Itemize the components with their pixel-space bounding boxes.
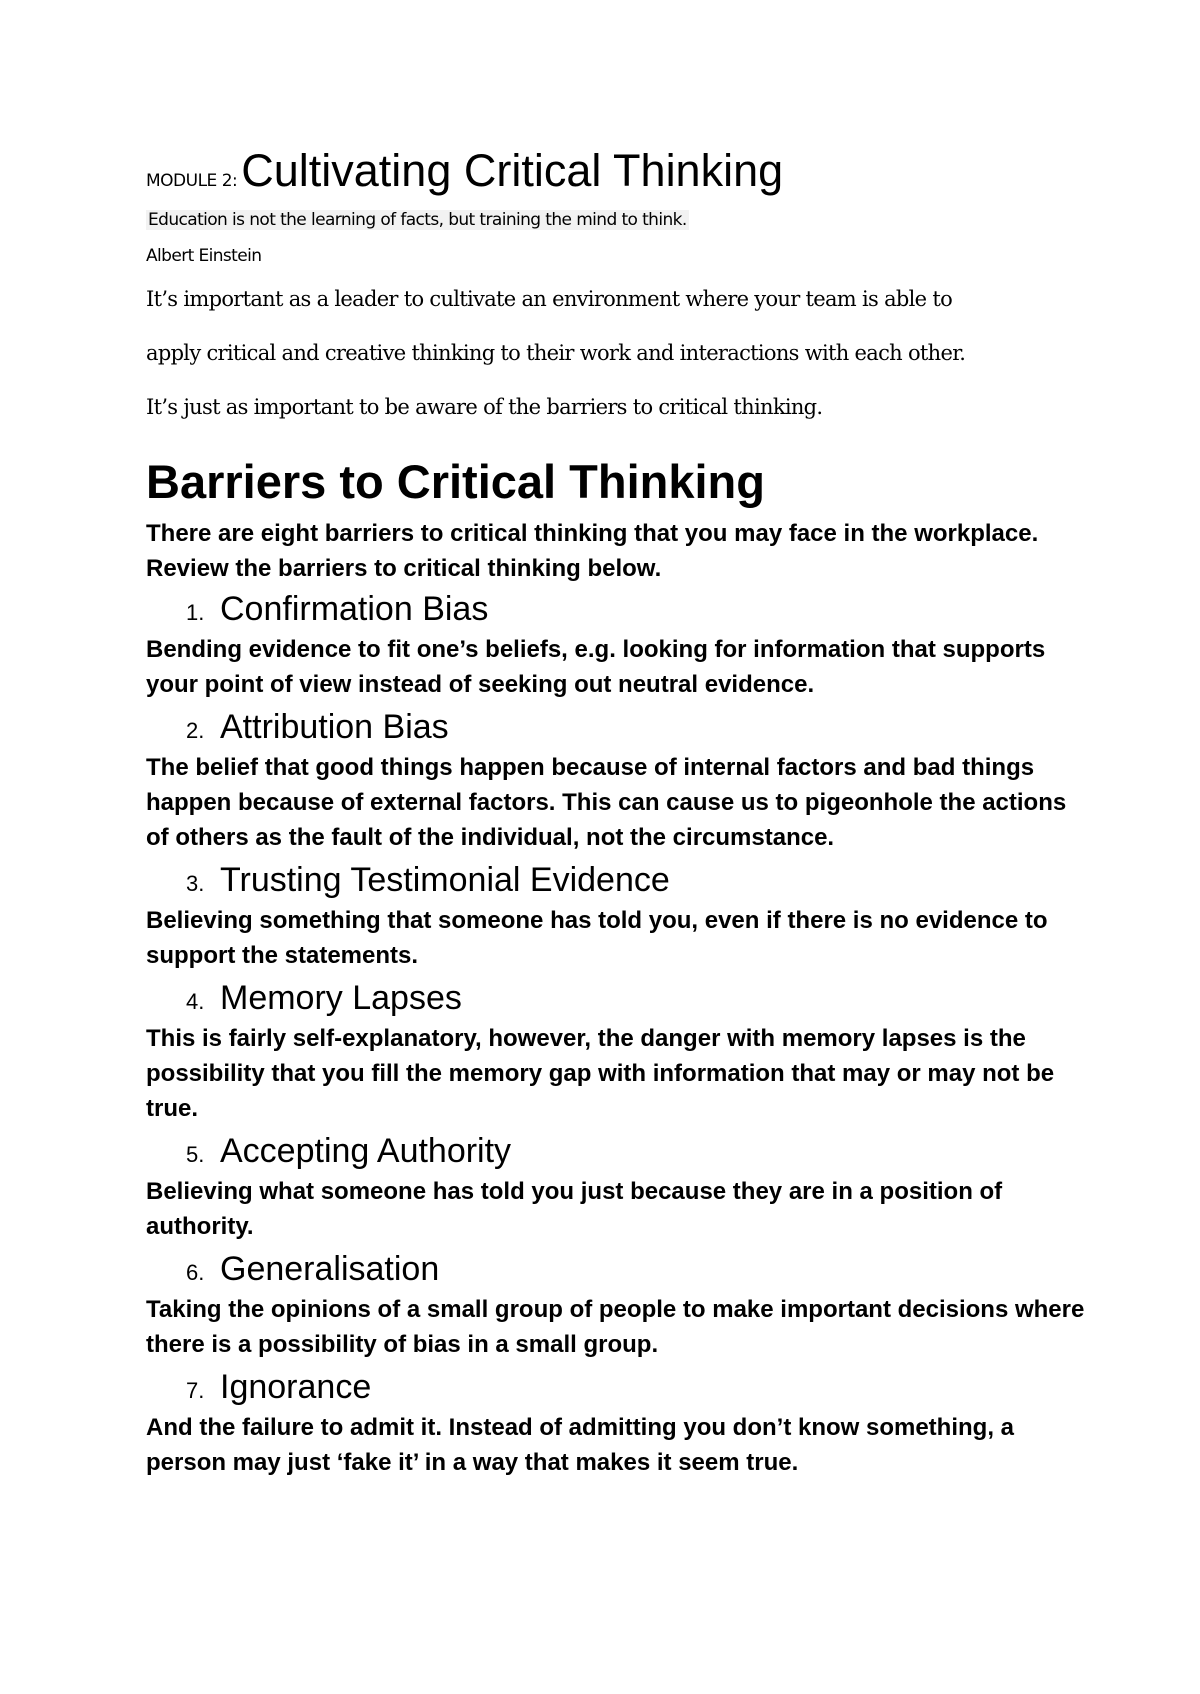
barrier-item [146,1128,1086,1244]
barrier-item [146,586,1086,702]
barrier-title: Memory Lapses [220,979,462,1017]
module-label: MODULE 2: [146,171,238,191]
barrier-list [146,586,1086,1480]
quote-author: Albert Einstein [146,246,262,266]
section-title: Barriers to Critical Thinking [146,455,765,508]
section-lead: There are eight barriers to critical thinking that you may face in the workplace. Review the barriers to critical thinking below. [146,520,1039,582]
barrier-title: Attribution Bias [220,708,449,746]
barrier-number: 6. [186,1260,205,1285]
barrier-description: And the failure to admit it. Instead of admitting you don’t know something, a person may just ‘fake it’ in a way that makes it seem true. [146,1414,1015,1476]
barrier-heading [186,586,1086,632]
barrier-description: This is fairly self-explanatory, however, the danger with memory lapses is the possibility that you fill the memory gap with information that may or may not be true. [146,1025,1055,1122]
barrier-number: 1. [186,600,205,625]
module-heading [146,140,1086,202]
barrier-number: 4. [186,989,205,1014]
barrier-heading [186,1128,1086,1174]
barrier-item [146,1246,1086,1362]
barrier-number: 7. [186,1378,205,1403]
barrier-description: Taking the opinions of a small group of people to make important decisions where there is a possibility of bias in a small group. [146,1296,1085,1358]
barrier-description: Believing what someone has told you just because they are in a position of authority. [146,1178,1003,1240]
barrier-heading [186,975,1086,1021]
intro-line: apply critical and creative thinking to their work and interactions with each other. [146,341,966,365]
quote-text: Education is not the learning of facts, but training the mind to think. [148,210,687,230]
barrier-title: Accepting Authority [220,1132,512,1170]
intro-line: It’s just as important to be aware of the barriers to critical thinking. [146,395,823,419]
quote [146,206,1086,234]
barrier-title: Generalisation [220,1250,440,1288]
barrier-item [146,1364,1086,1480]
barrier-heading [186,857,1086,903]
barrier-description: The belief that good things happen because of internal factors and bad things happen because of external factors. This can cause us to pigeonhole the actions of others as the fault of the individual, not the circumstance. [146,754,1067,851]
barrier-heading [186,1246,1086,1292]
barrier-number: 2. [186,718,205,743]
barrier-item [146,704,1086,855]
intro-paragraph [146,272,1086,434]
barrier-number: 3. [186,871,205,896]
document-page [146,140,1086,1482]
barrier-heading [186,1364,1086,1410]
barrier-item [146,975,1086,1126]
intro-line: It’s important as a leader to cultivate an environment where your team is able to [146,287,953,311]
barrier-heading [186,704,1086,750]
barrier-title: Confirmation Bias [220,590,489,628]
barrier-title: Ignorance [220,1368,372,1406]
barrier-description: Bending evidence to fit one’s beliefs, e.g. looking for information that supports your point of view instead of seeking out neutral evidence. [146,636,1046,698]
module-title: Cultivating Critical Thinking [241,145,784,196]
barrier-item [146,857,1086,973]
barrier-title: Trusting Testimonial Evidence [220,861,670,899]
barrier-number: 5. [186,1142,205,1167]
barrier-description: Believing something that someone has told you, even if there is no evidence to support the statements. [146,907,1048,969]
